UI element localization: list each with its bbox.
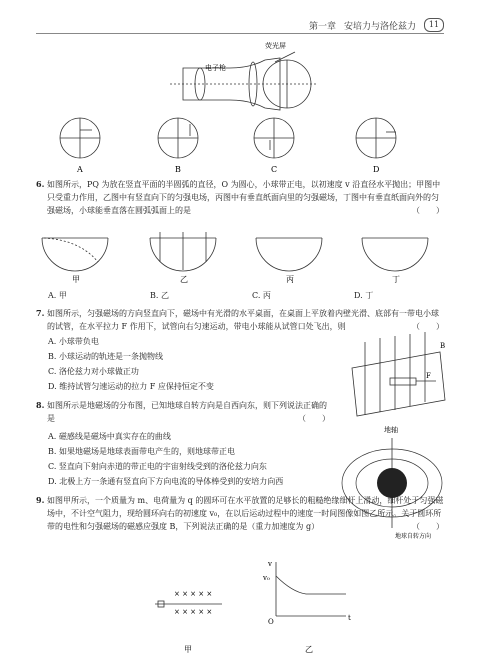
q7-f-label: F bbox=[426, 372, 431, 380]
q7-text: 如图所示，匀强磁场的方向竖直向下，磁场中有光滑的水平桌面，在桌面上平放着内壁光滑、底部有一带电小球的试管，在水平拉力 F 作用下，试管向右匀速运动，带电小球能从试管口处飞出，则 bbox=[47, 309, 439, 331]
q8-number: 8. bbox=[36, 400, 45, 410]
q9-graph-o: O bbox=[268, 618, 274, 626]
q8-option-d[interactable]: D. 北极上方一条通有竖直向下方向电流的导体棒受到的安培力向西 bbox=[48, 477, 284, 486]
q7-option-c[interactable]: C. 洛伦兹力对小球做正功 bbox=[48, 367, 139, 376]
q8-option-a[interactable]: A. 磁感线是磁场中真实存在的曲线 bbox=[48, 432, 171, 441]
q9-number: 9. bbox=[36, 495, 45, 505]
gun-label: 电子枪 bbox=[205, 64, 226, 72]
q6-label-jia: 甲 bbox=[72, 275, 80, 284]
q8-axis-label: 地轴 bbox=[384, 426, 398, 434]
question-9 bbox=[36, 494, 444, 533]
q7-option-b[interactable]: B. 小球运动的轨迹是一条抛物线 bbox=[48, 352, 163, 361]
q6-number: 6. bbox=[36, 179, 45, 189]
q5-fig-c bbox=[254, 118, 294, 158]
q5-label-b: B bbox=[175, 165, 181, 174]
q6-label-ding: 丁 bbox=[392, 275, 400, 284]
question-6 bbox=[36, 178, 444, 217]
q9-fig-jia bbox=[155, 601, 222, 607]
q5-label-a: A bbox=[77, 165, 83, 174]
q9-label-yi: 乙 bbox=[305, 645, 313, 654]
question-7 bbox=[36, 307, 444, 333]
q6-fig-yi bbox=[150, 232, 216, 271]
q6-fig-ding bbox=[362, 238, 428, 271]
q5-label-d: D bbox=[373, 165, 380, 174]
q9-graph-v0: v₀ bbox=[263, 574, 270, 582]
question-8 bbox=[36, 399, 330, 425]
q6-answer-paren: （ ） bbox=[412, 206, 444, 215]
q5-label-c: C bbox=[271, 165, 278, 174]
q7-option-d[interactable]: D. 维持试管匀速运动的拉力 F 应保持恒定不变 bbox=[48, 382, 214, 391]
q7-number: 7. bbox=[36, 308, 45, 318]
q6-label-bing: 丙 bbox=[286, 275, 294, 284]
q9-text: 如图甲所示，一个质量为 m、电荷量为 q 的圆环可在水平放置的足够长的粗糙绝缘细杆上滑动，细杆处于匀强磁场中，不计空气阻力，现给圆环向右的初速度 v₀，在以后运动过程中的速度一时间图像如图乙所示。关于圆环所带的电性和匀强磁场的磁感应强度 B，下列说法正确的是（重力加速度为 g） bbox=[47, 496, 444, 531]
q9-label-jia: 甲 bbox=[184, 645, 192, 654]
q5-fig-d bbox=[356, 118, 396, 158]
q9-field-row-2: × × × × × bbox=[174, 608, 213, 616]
q8-rotation-label: 地球自转方向 bbox=[395, 533, 432, 540]
crt-figure bbox=[170, 52, 318, 110]
chapter-label: 第一章 bbox=[308, 21, 336, 32]
q9-graph-t: t bbox=[348, 614, 351, 622]
q6-option-a[interactable]: A. 甲 bbox=[48, 291, 67, 300]
q8-option-c[interactable]: C. 竖直向下射向赤道的带正电的宇宙射线受到的洛伦兹力向东 bbox=[48, 462, 267, 471]
q8-option-b[interactable]: B. 如果地磁场是地球表面带电产生的，则地球带正电 bbox=[48, 447, 235, 456]
q6-fig-jia bbox=[42, 238, 108, 271]
chapter-title: 安培力与洛伦兹力 bbox=[343, 21, 416, 32]
q8-answer-paren: （ ） bbox=[298, 414, 330, 423]
q6-text: 如图所示，PQ 为放在竖直平面的半圆弧的直径，O 为圆心，小球带正电，以初速度 v 沿直径水平抛出；甲图中只受重力作用，乙图中有竖直向下的匀强电场，丙图中有垂直纸面向里的匀强磁场，丁图中有垂直纸面向外的匀强磁场，小球能垂直落在圆弧弧面上的是 bbox=[47, 180, 441, 215]
q6-option-d[interactable]: D. 丁 bbox=[354, 291, 374, 300]
q7-figure bbox=[352, 332, 445, 416]
q9-graph-v: v bbox=[268, 560, 272, 568]
q8-text: 如图所示是地磁场的分布图，已知地球自转方向是自西向东，则下列说法正确的是 bbox=[47, 401, 327, 423]
q6-fig-bing bbox=[256, 238, 322, 271]
q6-label-yi: 乙 bbox=[180, 275, 188, 284]
q9-field-row-1: × × × × × bbox=[174, 590, 213, 598]
q7-answer-paren: （ ） bbox=[412, 322, 444, 331]
q7-option-a[interactable]: A. 小球带负电 bbox=[48, 337, 99, 346]
q6-figures bbox=[42, 232, 428, 271]
screen-label: 荧光屏 bbox=[265, 42, 286, 50]
q5-fig-b bbox=[158, 118, 198, 158]
q7-b-label: B bbox=[440, 342, 446, 350]
q5-figures bbox=[60, 118, 396, 158]
q9-fig-yi bbox=[276, 562, 346, 616]
q9-answer-paren: （ ） bbox=[412, 522, 444, 531]
q6-option-c[interactable]: C. 丙 bbox=[252, 291, 271, 300]
page-number: 11 bbox=[424, 18, 444, 32]
q5-fig-a bbox=[60, 118, 100, 158]
q6-option-b[interactable]: B. 乙 bbox=[150, 291, 169, 300]
